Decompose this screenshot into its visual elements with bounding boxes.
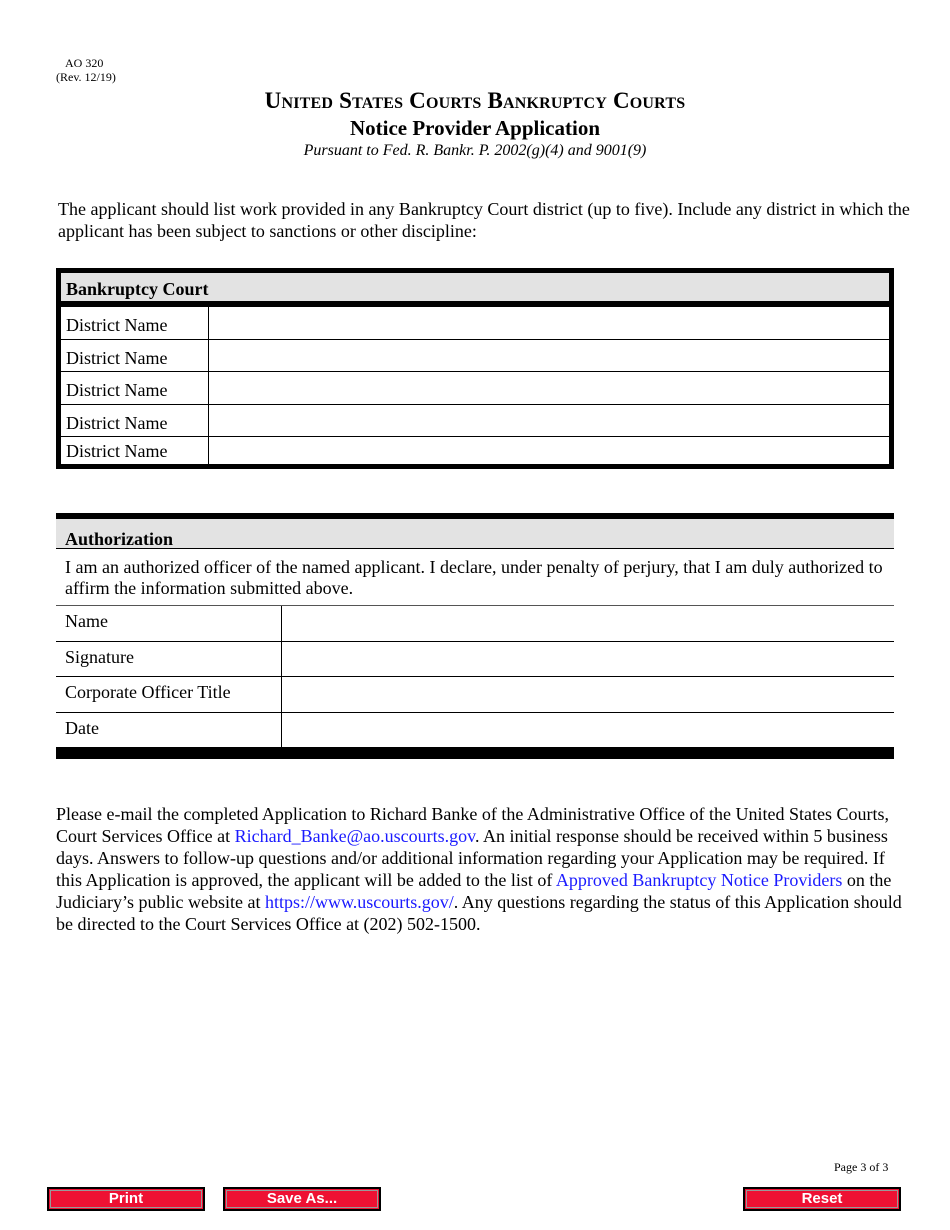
officer-title-label: Corporate Officer Title	[56, 677, 282, 712]
district-label: District Name	[61, 307, 209, 339]
page-subtitle: Pursuant to Fed. R. Bankr. P. 2002(g)(4) and 9001(9)	[303, 142, 647, 159]
name-field[interactable]	[282, 606, 894, 641]
reset-button[interactable]: Reset	[743, 1187, 901, 1211]
name-label: Name	[56, 606, 282, 641]
form-identifier	[56, 56, 116, 84]
closing-text: . An initial response should be received within 5 business days. Answers to follow-up questions and/or additional information regarding your Application may be required. If this Application is approved, the applicant will be added to the list of	[56, 826, 888, 890]
court-table-header: Bankruptcy Court	[61, 273, 889, 306]
district-name-field[interactable]	[209, 405, 889, 437]
print-button[interactable]: Print	[47, 1187, 205, 1211]
authorization-header: Authorization	[56, 519, 894, 549]
save-as-button[interactable]: Save As...	[223, 1187, 381, 1211]
authorization-row	[56, 713, 894, 749]
district-name-field[interactable]	[209, 437, 889, 469]
authorization-row	[56, 606, 894, 642]
date-field[interactable]	[282, 713, 894, 748]
form-revision: (Rev. 12/19)	[56, 70, 116, 84]
district-label: District Name	[61, 405, 209, 437]
providers-link[interactable]: Approved Bankruptcy Notice Providers	[555, 870, 843, 890]
district-label: District Name	[61, 372, 209, 404]
district-row	[61, 436, 889, 469]
closing-text: on the Judiciary’s public website at	[56, 870, 892, 912]
website-link[interactable]: https://www.uscourts.gov/	[264, 892, 454, 912]
form-number: AO 320	[65, 56, 104, 70]
district-row	[61, 404, 889, 437]
district-name-field[interactable]	[209, 340, 889, 372]
bankruptcy-court-table	[56, 268, 894, 469]
page-title: Notice Provider Application	[349, 116, 601, 140]
signature-field[interactable]	[282, 642, 894, 677]
page-number: Page 3 of 3	[834, 1160, 889, 1174]
authorization-table	[56, 513, 894, 759]
email-link[interactable]: Richard_Banke@ao.uscourts.gov	[234, 826, 475, 846]
date-label: Date	[56, 713, 282, 748]
divider	[56, 748, 894, 759]
district-label: District Name	[61, 437, 209, 469]
district-row	[61, 306, 889, 339]
agency-title: United States Courts Bankruptcy Courts	[264, 88, 686, 113]
district-name-field[interactable]	[209, 372, 889, 404]
district-label: District Name	[61, 340, 209, 372]
district-name-field[interactable]	[209, 307, 889, 339]
signature-label: Signature	[56, 642, 282, 677]
authorization-row	[56, 677, 894, 713]
closing-instructions	[56, 803, 906, 935]
closing-text: Please e-mail the completed Application to Richard Banke of the Administrative Office of the United States Courts, Court Services Office at	[56, 804, 889, 846]
authorization-declaration: I am an authorized officer of the named applicant. I declare, under penalty of perjury, that I am duly authorized to affirm the information submitted above.	[56, 549, 894, 606]
authorization-row	[56, 642, 894, 678]
district-row	[61, 339, 889, 372]
district-row	[61, 371, 889, 404]
officer-title-field[interactable]	[282, 677, 894, 712]
intro-text: The applicant should list work provided in any Bankruptcy Court district (up to five). Include any district in which the applicant has been subject to sanctions or other discipline:	[58, 199, 910, 241]
closing-text: . Any questions regarding the status of this Application should be directed to the Court Services Office at (202) 502-1500.	[56, 892, 902, 934]
